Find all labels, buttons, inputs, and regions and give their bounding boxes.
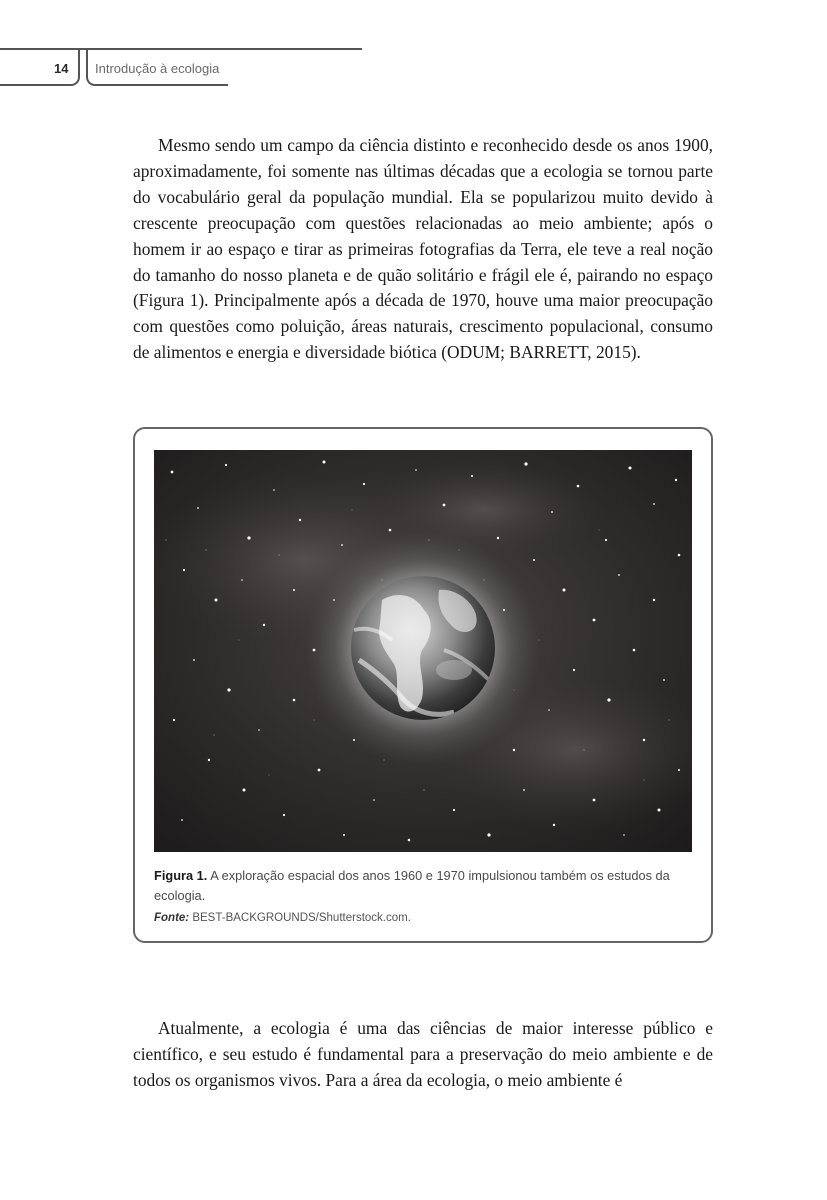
running-title: Introdução à ecologia bbox=[95, 61, 220, 76]
figure-source bbox=[154, 912, 411, 924]
figure-caption-text: A exploração espacial dos anos 1960 e 1970 impulsionou também os estudos da ecologia. bbox=[154, 868, 670, 903]
figure-caption bbox=[154, 866, 694, 905]
earth-in-space-photo bbox=[154, 450, 692, 852]
body-paragraph-1: Mesmo sendo um campo da ciência distinto e reconhecido desde os anos 1900, aproximadamente, foi somente nas últimas décadas que a ecologia se tornou parte do vocabulário geral da população mundial. Ela se popularizou muito devido à crescente preocupação com questões relacionadas ao meio ambiente; após o homem ir ao espaço e tirar as primeiras fotografias da Terra, ele teve a real noção do tamanho do nosso planeta e de quão solitário e frágil ele é, pairando no espaço (Figura 1). Principalmente após a década de 1970, houve uma maior preocupação com questões como poluição, áreas naturais, crescimento populacional, consumo de alimentos e energia e diversidade biótica (ODUM; BARRETT, 2015). bbox=[133, 135, 713, 363]
page-number: 14 bbox=[54, 61, 69, 76]
figure-label: Figura 1. bbox=[154, 868, 208, 883]
figure-source-label: Fonte: bbox=[154, 912, 190, 924]
body-paragraph-2: Atualmente, a ecologia é uma das ciências de maior interesse público e científico, e seu estudo é fundamental para a preservação do meio ambiente e de todos os organismos vivos. Para a área da ecologia, o meio ambiente é bbox=[133, 1018, 713, 1090]
figure-source-text: BEST-BACKGROUNDS/Shutterstock.com. bbox=[192, 912, 411, 924]
